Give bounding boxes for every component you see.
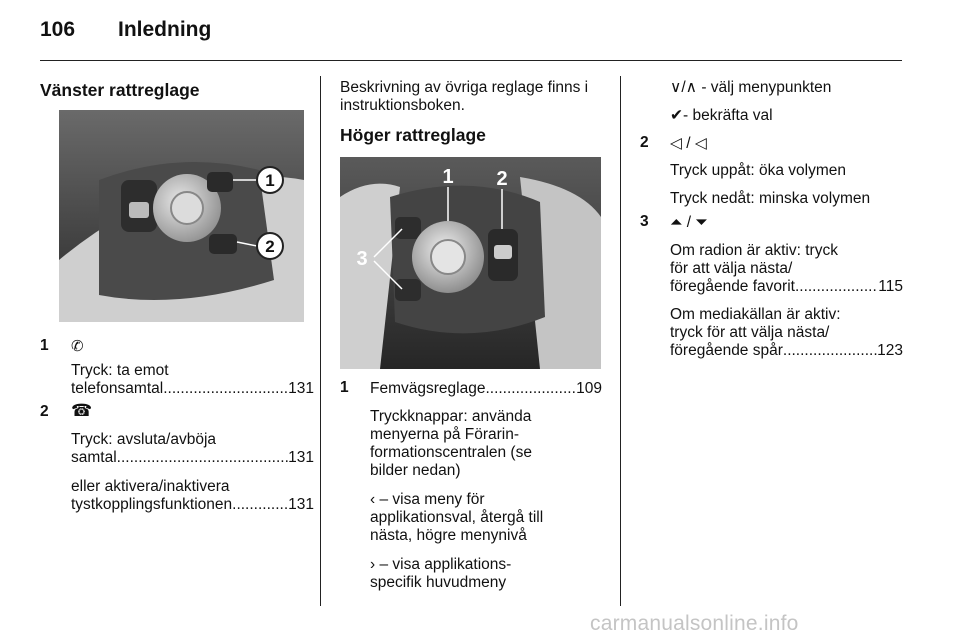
seek-up-icon: ⏶: [670, 214, 683, 231]
left-item1-toc: telefonsamtal ..... 131: [71, 379, 314, 398]
right-item3-b-toc: föregående spår ..... 123: [670, 341, 903, 360]
volume-down-icon: ◁: [694, 135, 707, 152]
right-item2-number: 2: [640, 134, 649, 151]
middle-left-desc-line2: applikationsval, återgå till: [370, 509, 544, 526]
left-wheel-illustration: [59, 110, 304, 322]
middle-right-desc-line1: › – visa applikations-: [370, 556, 512, 573]
left-item2-extra-toc: tystkopplingsfunktionen ..... 131: [71, 495, 314, 514]
right-wheel-illustration: [340, 157, 601, 369]
right-controls-heading: Höger rattreglage: [340, 125, 486, 145]
left-item2-extra: eller aktivera/inaktivera: [71, 478, 230, 495]
column-divider-1: [320, 76, 321, 606]
chevron-up-down-icon: ∨/∧: [670, 79, 697, 96]
right-item3-number: 3: [640, 213, 649, 230]
right-item3-b-line2: tryck för att välja nästa/: [670, 324, 830, 341]
volume-icons: ◁ / ◁: [670, 135, 707, 152]
header-rule: [40, 60, 902, 61]
updown-desc: ∨/∧ - välj menypunkten: [670, 79, 832, 96]
right-item2-line1: Tryck uppåt: öka volymen: [670, 162, 847, 179]
left-item2-number: 2: [40, 403, 49, 420]
right-item3-a-toc: föregående favorit ..... 115: [670, 277, 903, 296]
middle-intro-line2: instruktionsboken.: [340, 97, 465, 114]
right-callout-2: 2: [496, 168, 508, 190]
watermark: carmanualsonline.info: [590, 612, 799, 635]
right-callout-1: 1: [442, 166, 454, 188]
middle-left-desc-line3: nästa, högre menynivå: [370, 527, 527, 544]
left-item1-desc: Tryck: ta emot: [71, 362, 169, 379]
phone-hangup-icon: ☎: [71, 401, 93, 420]
volume-up-icon: ◁: [670, 135, 682, 152]
middle-desc-line2: menyerna på Förarin-: [370, 426, 520, 443]
chevron-right-icon: ›: [370, 556, 376, 573]
middle-desc-line3: formationscentralen (se: [370, 444, 532, 461]
right-item3-a-line1: Om radion är aktiv: tryck: [670, 242, 838, 259]
phone-pickup-icon: ✆: [71, 338, 84, 355]
left-item2-toc: samtal ..... 131: [71, 448, 314, 467]
left-steering-wheel-photo: [59, 110, 304, 322]
column-divider-2: [620, 76, 621, 606]
right-callout-3: 3: [356, 248, 368, 270]
left-item1-number: 1: [40, 337, 49, 354]
confirm-desc: ✔- bekräfta val: [670, 107, 773, 124]
left-callout-1: 1: [265, 171, 275, 190]
seek-down-icon: ⏷: [695, 214, 708, 231]
right-item2-line2: Tryck nedåt: minska volymen: [670, 190, 871, 207]
right-item3-a-line2: för att välja nästa/: [670, 260, 793, 277]
middle-right-desc-line2: specifik huvudmeny: [370, 574, 507, 591]
checkmark-icon: ✔: [670, 107, 683, 124]
middle-item1-toc: Femvägsreglage ..... 109: [370, 379, 602, 398]
middle-desc-line1: Tryckknappar: använda: [370, 408, 532, 425]
right-item3-b-line1: Om mediakällan är aktiv:: [670, 306, 841, 323]
chevron-left-icon: ‹: [370, 491, 376, 508]
middle-item1-number: 1: [340, 379, 349, 396]
left-callout-2: 2: [265, 237, 275, 256]
right-steering-wheel-photo: [340, 157, 601, 369]
seek-icons: ⏶ / ⏷: [670, 214, 708, 231]
middle-left-desc-line1: ‹ – visa meny för: [370, 491, 485, 508]
page-title: Inledning: [118, 18, 212, 41]
page-number: 106: [40, 18, 76, 41]
middle-intro-line1: Beskrivning av övriga reglage finns i: [340, 79, 589, 96]
middle-desc-line4: bilder nedan): [370, 462, 461, 479]
left-controls-heading: Vänster rattreglage: [40, 80, 200, 100]
left-item2-desc: Tryck: avsluta/avböja: [71, 431, 217, 448]
